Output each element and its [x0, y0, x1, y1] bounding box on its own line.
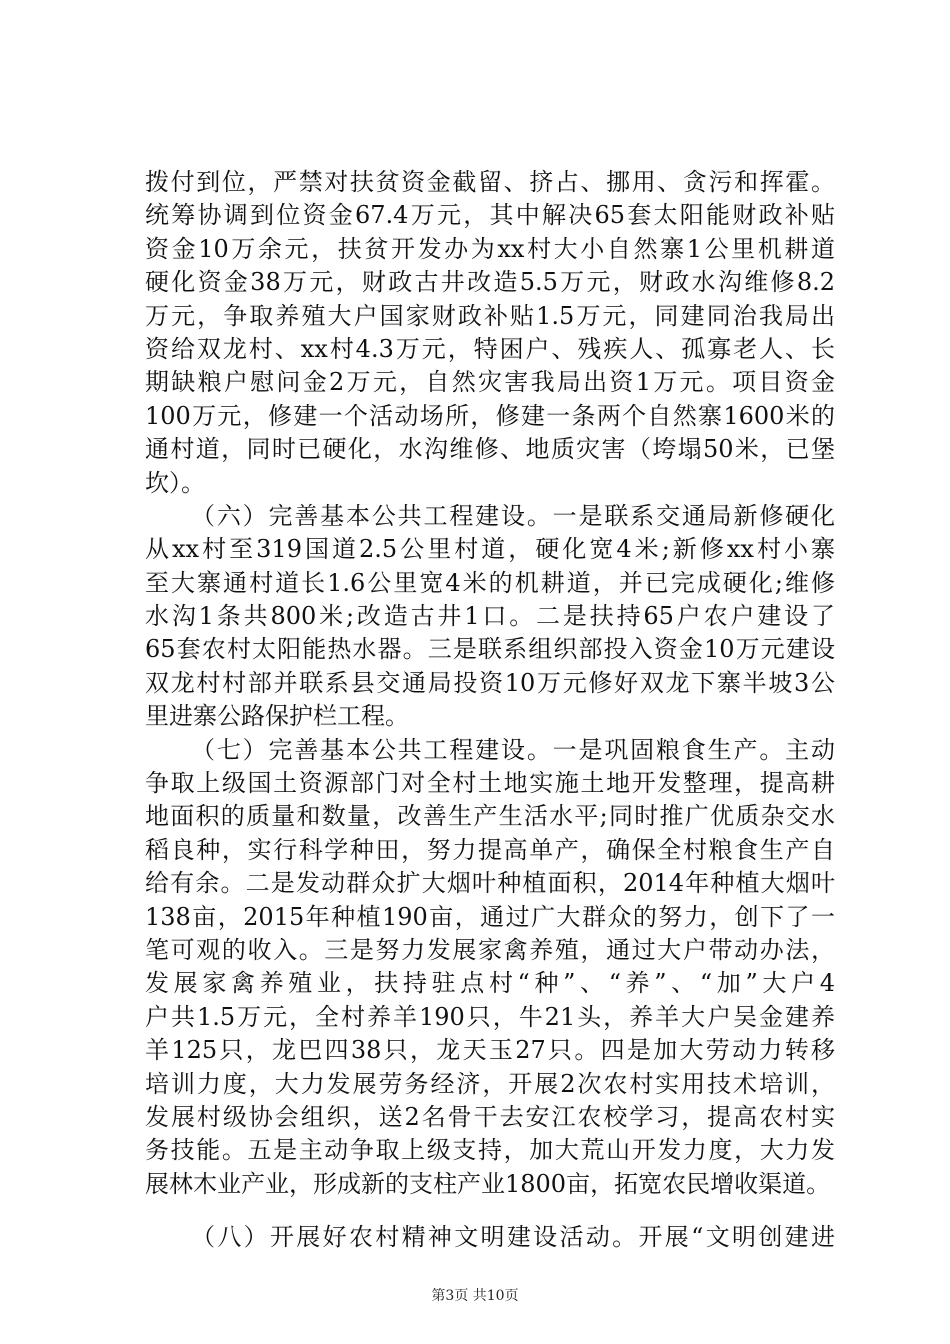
text-line: 资给双龙村、xx村4.3万元，特困户、残疾人、孤寡老人、长	[145, 334, 835, 363]
text-line: 期缺粮户慰问金2万元，自然灾害我局出资1万元。项目资金	[145, 368, 835, 397]
text-line: 展林木业产业，形成新的支柱产业1800亩，拓宽农民增收渠道。	[145, 1169, 831, 1198]
body-text	[145, 166, 835, 1255]
text-line: 发展村级协会组织，送2名骨干去安江农校学习，提高农村实	[145, 1102, 835, 1131]
paragraph	[145, 166, 835, 500]
text-line: 坎）。	[145, 468, 205, 497]
text-line: （七）完善基本公共工程建设。一是巩固粮食生产。主动	[191, 735, 835, 764]
text-line: 双龙村村部并联系县交通局投资10万元修好双龙下寨半坡3公	[145, 668, 835, 697]
text-line: 户共1.5万元，全村养羊190只，牛21头，养羊大户吴金建养	[145, 1002, 835, 1031]
text-line: （六）完善基本公共工程建设。一是联系交通局新修硬化	[191, 501, 835, 530]
text-line: 从xx村至319国道2.5公里村道，硬化宽4米;新修xx村小寨	[145, 535, 835, 564]
paragraph	[145, 734, 835, 1201]
text-line: 水沟1条共800米;改造古井1口。二是扶持65户农户建设了	[145, 602, 835, 631]
text-line: 里进寨公路保护栏工程。	[145, 702, 409, 731]
paragraph	[145, 1221, 835, 1254]
text-line: 65套农村太阳能热水器。三是联系组织部投入资金10万元建设	[145, 635, 835, 664]
text-line: 硬化资金38万元，财政古井改造5.5万元，财政水沟维修8.2	[145, 268, 835, 297]
text-line: 争取上级国土资源部门对全村土地实施土地开发整理，提高耕	[145, 769, 835, 798]
text-line: 给有余。二是发动群众扩大烟叶种植面积，2014年种植大烟叶	[145, 869, 835, 898]
text-line: 通村道，同时已硬化，水沟维修、地质灾害（垮塌50米，已堡	[145, 435, 835, 464]
text-line: 100万元，修建一个活动场所，修建一条两个自然寨1600米的	[145, 401, 835, 430]
text-line: 统筹协调到位资金67.4万元，其中解决65套太阳能财政补贴	[145, 201, 835, 230]
text-line: 笔可观的收入。三是努力发展家禽养殖，通过大户带动办法，	[145, 935, 835, 964]
paragraph-gap	[145, 1201, 835, 1221]
text-line: （八）开展好农村精神文明建设活动。开展“文明创建进	[191, 1223, 835, 1252]
text-line: 培训力度，大力发展劳务经济，开展2次农村实用技术培训，	[145, 1069, 835, 1098]
text-line: 稻良种，实行科学种田，努力提高单产，确保全村粮食生产自	[145, 835, 835, 864]
text-line: 资金10万余元，扶贫开发办为xx村大小自然寨1公里机耕道	[145, 234, 835, 263]
page-footer: 第3页 共10页	[431, 1288, 519, 1304]
text-line: 地面积的质量和数量，改善生产生活水平;同时推广优质杂交水	[145, 802, 835, 831]
text-line: 拨付到位，严禁对扶贫资金截留、挤占、挪用、贪污和挥霍。	[145, 168, 835, 196]
text-line: 万元，争取养殖大户国家财政补贴1.5万元，同建同治我局出	[145, 301, 835, 330]
text-line: 138亩，2015年种植190亩，通过广大群众的努力，创下了一	[145, 902, 835, 931]
text-line: 羊125只，龙巴四38只，龙天玉27只。四是加大劳动力转移	[145, 1036, 835, 1065]
paragraph	[145, 500, 835, 734]
text-line: 务技能。五是主动争取上级支持，加大荒山开发力度，大力发	[145, 1136, 835, 1165]
text-line: 至大寨通村道长1.6公里宽4米的机耕道，并已完成硬化;维修	[145, 568, 835, 597]
text-line: 发展家禽养殖业，扶持驻点村“种”、“养”、“加”大户4	[145, 969, 835, 998]
